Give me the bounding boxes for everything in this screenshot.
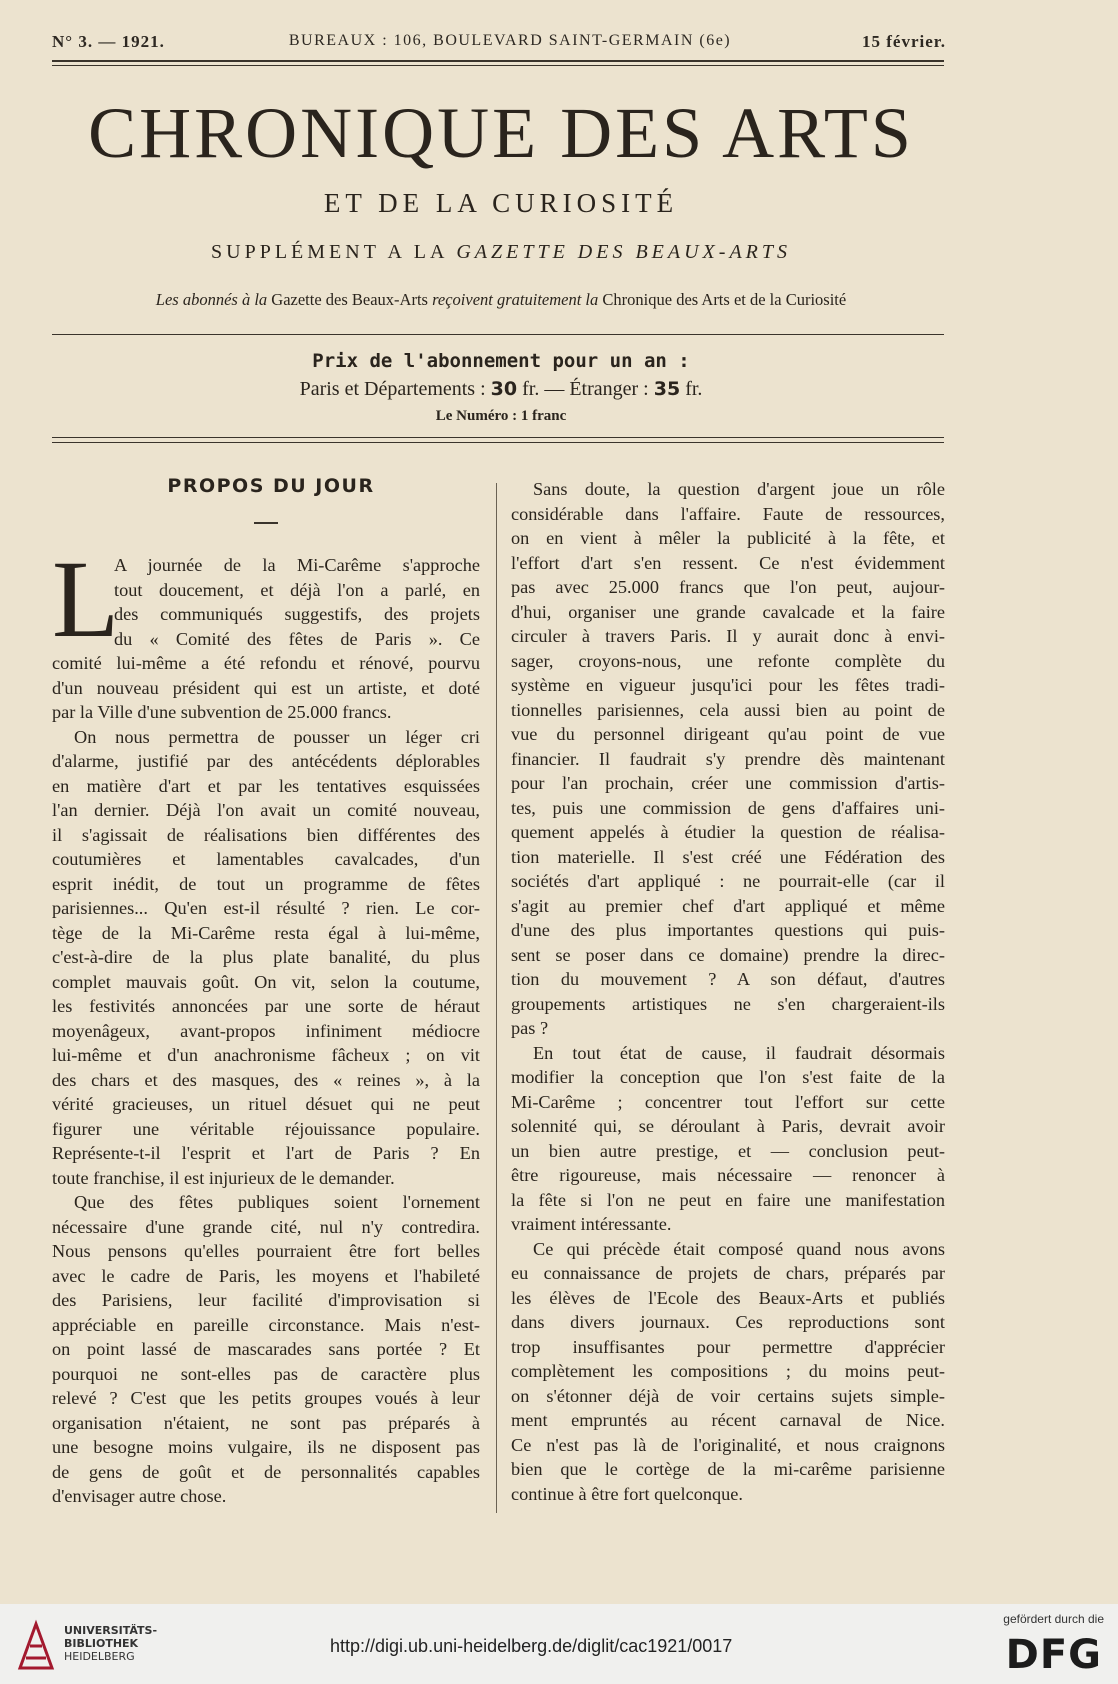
text-line: l'an dernier. Déjà l'on avait un comité nouveau,: [52, 800, 480, 820]
text-line: groupements artistiques ne s'en chargeraient-ils: [511, 993, 945, 1014]
text-line: Ce n'est pas là de l'originalité, et nous craignons: [511, 1434, 945, 1455]
right-column: [511, 477, 945, 1506]
text-line: on point lassé de mascarades sans portée ? Et: [52, 1339, 480, 1359]
text-line: Ce qui précède était composé quand nous avons: [533, 1238, 945, 1259]
text-line: pas ?: [511, 1018, 549, 1038]
text-line: A journée de la Mi-Carême s'approche: [114, 555, 480, 575]
header-rule-thin: [52, 65, 944, 66]
subscription-rule-top: [52, 334, 944, 335]
subscription-prices: [40, 378, 962, 401]
text-line: du « Comité des fêtes de Paris ». Ce: [114, 628, 480, 649]
text-line: relevé ? C'est que les petits groupes voués à leur: [52, 1388, 480, 1408]
text-line: c'est-à-dire de la plus plate banalité, du plus: [52, 947, 480, 967]
text-line: par la Ville d'une subvention de 25.000 francs.: [52, 702, 392, 722]
text-line: nécessaire d'une grande cité, nul n'y contredira.: [52, 1216, 480, 1237]
text-line: Nous pensons qu'elles pourraient être fort belles: [52, 1241, 480, 1261]
text-line: des Parisiens, leur facilité d'improvisation si: [52, 1290, 480, 1310]
text-line: esprit inédit, de tout un programme de fêtes: [52, 873, 480, 894]
text-line: la fête si l'on ne peut en faire une manifestation: [511, 1189, 945, 1210]
subscription-title: Prix de l'abonnement pour un an :: [312, 350, 690, 372]
text-line: vérité gracieuses, un rituel désuet qui ne peut: [52, 1094, 480, 1114]
text-line: d'envisager autre chose.: [52, 1486, 227, 1506]
text-line: on s'étonner déjà de voir certains sujets simple-: [511, 1385, 945, 1406]
text-line: organisation n'étaient, ne sont pas préparés à: [52, 1412, 480, 1433]
dfg-logo: DFG: [1005, 1632, 1102, 1678]
text-line: un bien autre prestige, et — conclusion peut-: [511, 1140, 945, 1161]
text-line: vue du personnel dirigeant qu'au point de vue: [511, 724, 945, 744]
supplement-line: [40, 241, 962, 264]
text-line: modifier la conception que l'on s'est faite de la: [511, 1067, 945, 1087]
left-column: [52, 538, 480, 1509]
text-line: une besogne moins vulgaire, ils ne disposent pas: [52, 1437, 480, 1457]
text-line: considérable dans l'affaire. Faute de ressources,: [511, 503, 945, 524]
supplement-prefix: SUPPLÉMENT A LA: [211, 241, 448, 263]
text-line: en matière d'art et par les tentatives esquissées: [52, 775, 480, 796]
drop-cap: L: [52, 538, 120, 660]
text-line: complètement les compositions ; du moins peut-: [511, 1361, 945, 1381]
text-line: tionnelles parisiennes, cela aussi bien au point de: [511, 699, 945, 720]
foreign-label: fr. — Étranger :: [522, 378, 649, 400]
column-divider: [496, 483, 497, 1513]
masthead-title: CHRONIQUE DES ARTS: [88, 93, 914, 173]
text-line: Représente-t-il l'esprit et l'art de Paris ? En: [52, 1143, 480, 1163]
library-name-line-2: BIBLIOTHEK: [64, 1637, 139, 1650]
text-line: En tout état de cause, il faudrait désormais: [533, 1042, 945, 1063]
text-line: les festivités annoncées par une sorte de héraut: [52, 996, 480, 1016]
office-address: BUREAUX : 106, BOULEVARD SAINT-GERMAIN (6e): [288, 32, 732, 49]
text-line: tout doucement, et déjà l'on a parlé, en: [114, 579, 480, 600]
foreign-price: 35: [653, 378, 681, 400]
text-line: continue à être fort quelconque.: [511, 1483, 743, 1504]
text-line: quement appelés à étudier la question de réalisa-: [511, 822, 945, 842]
text-line: l'effort d'art s'en ressent. Ce n'est évidemment: [511, 552, 945, 573]
text-line: comité lui-même a été refondu et rénové, pourvu: [52, 653, 480, 673]
article-title: PROPOS DU JOUR: [167, 475, 375, 497]
text-line: être rigoureuse, mais nécessaire — renoncer à: [511, 1165, 945, 1185]
title-dash: [254, 522, 278, 524]
text-line: On nous permettra de pousser un léger cri: [74, 726, 480, 747]
subscription-rule-bottom-2: [52, 442, 944, 443]
funded-by-label: gefördert durch die: [1003, 1612, 1104, 1626]
text-line: pour l'an prochain, créer une commission d'artis-: [511, 773, 945, 793]
text-line: sent se poser dans ce domaine) prendre la direc-: [511, 944, 945, 965]
text-line: sociétés d'art appliqué : ne pourrait-elle (car il: [511, 871, 945, 891]
text-line: Que des fêtes publiques soient l'ornement: [74, 1192, 480, 1212]
text-line: tion du mouvement ? A son défaut, d'autres: [511, 969, 945, 989]
subscribers-note: [40, 290, 962, 310]
text-line: d'un nouveau président qui est un artiste, et doté: [52, 677, 480, 698]
text-line: toute franchise, il est injurieux de le demander.: [52, 1167, 395, 1188]
text-line: des communiqués suggestifs, des projets: [114, 604, 480, 624]
text-line: il s'agissait de réalisations bien différentes des: [52, 824, 480, 845]
text-line: de gens de goût et de personnalités capables: [52, 1461, 480, 1482]
paris-price: 30: [490, 378, 518, 400]
text-line: moyenâgeux, avant-propos infiniment médiocre: [52, 1020, 480, 1041]
text-line: tège de la Mi-Carême resta égal à lui-même,: [52, 922, 480, 943]
text-line: pas avec 25.000 francs que l'on peut, aujour-: [511, 577, 945, 597]
text-line: bien que le cortège de la mi-carême parisienne: [511, 1459, 945, 1479]
note-part-2: Gazette des Beaux-Arts: [271, 290, 428, 309]
text-line: d'alarme, justifié par des antécédents déplorables: [52, 751, 480, 771]
issue-date: 15 février.: [861, 32, 946, 51]
text-line: sager, croyons-nous, une refonte complète du: [511, 650, 945, 671]
text-line: d'une des plus importantes questions qui puis-: [511, 920, 945, 940]
text-line: vraiment intéressante.: [511, 1214, 672, 1234]
note-part-1: Les abonnés à la: [155, 290, 268, 309]
text-line: pourquoi ne sont-elles pas de caractère plus: [52, 1363, 480, 1384]
library-logo-icon: [14, 1618, 58, 1674]
source-url-link[interactable]: http://digi.ub.uni-heidelberg.de/diglit/cac1921/0017: [330, 1636, 733, 1656]
issue-number: N° 3. — 1921.: [52, 32, 165, 51]
digitization-footer: [0, 1604, 1118, 1684]
text-line: financier. Il faudrait s'y prendre dès maintenant: [511, 748, 945, 769]
subscription-rule-bottom-1: [52, 437, 944, 438]
library-name-line-1: UNIVERSITÄTS-: [64, 1624, 158, 1637]
text-line: Sans doute, la question d'argent joue un rôle: [533, 479, 945, 499]
currency: fr.: [685, 378, 703, 400]
note-part-4: Chronique des Arts et de la Curiosité: [602, 290, 847, 309]
note-part-3: reçoivent gratuitement la: [432, 290, 599, 309]
text-line: tes, puis une commission de gens d'affaires uni-: [511, 797, 945, 818]
text-line: tion materielle. Il s'est créé une Fédération des: [511, 846, 945, 867]
text-line: figurer une véritable réjouissance populaire.: [52, 1118, 480, 1139]
text-line: Mi-Carême ; concentrer tout l'effort sur cette: [511, 1091, 945, 1112]
text-line: dans divers journaux. Ces reproductions sont: [511, 1312, 945, 1332]
text-line: complet mauvais goût. On vit, selon la coutume,: [52, 971, 480, 992]
text-line: solennité qui, se déroulant à Paris, devrait avoir: [511, 1116, 945, 1136]
header-rule-thick: [52, 60, 944, 62]
text-line: on en vient à mêler la publicité à la fête, et: [511, 528, 945, 548]
text-line: les élèves de l'Ecole des Beaux-Arts et publiés: [511, 1287, 945, 1308]
text-line: circuler à travers Paris. Il y aurait donc à envi-: [511, 626, 945, 646]
library-name-line-3: HEIDELBERG: [64, 1650, 135, 1663]
text-line: s'agit au premier chef d'art appliqué et même: [511, 895, 945, 916]
text-line: appréciable en pareille circonstance. Mais n'est-: [52, 1314, 480, 1335]
library-name: [64, 1624, 157, 1663]
paris-label: Paris et Départements :: [299, 378, 486, 400]
single-issue-price: Le Numéro : 1 franc: [435, 408, 567, 424]
text-line: des chars et des masques, des « reines », à la: [52, 1069, 480, 1090]
text-line: lui-même et d'un anachronisme fâcheux ; on vit: [52, 1045, 480, 1065]
masthead-subtitle: ET DE LA CURIOSITÉ: [323, 188, 679, 218]
text-line: système en vigueur jusqu'ici pour les fêtes tradi-: [511, 675, 945, 695]
supplement-gazette: GAZETTE DES BEAUX-ARTS: [456, 241, 791, 263]
text-line: avec le cadre de Paris, les moyens et l'habileté: [52, 1265, 480, 1286]
text-line: coutumières et lamentables cavalcades, d'un: [52, 849, 480, 869]
text-line: parisiennes... Qu'en est-il résulté ? rien. Le cor-: [52, 898, 480, 918]
text-line: ment empruntés au récent carnaval de Nice.: [511, 1410, 945, 1430]
text-line: eu connaissance de projets de chars, préparés par: [511, 1263, 945, 1283]
text-line: d'hui, organiser une grande cavalcade et la faire: [511, 601, 945, 622]
text-line: trop insuffisantes pour permettre d'apprécier: [511, 1336, 945, 1357]
